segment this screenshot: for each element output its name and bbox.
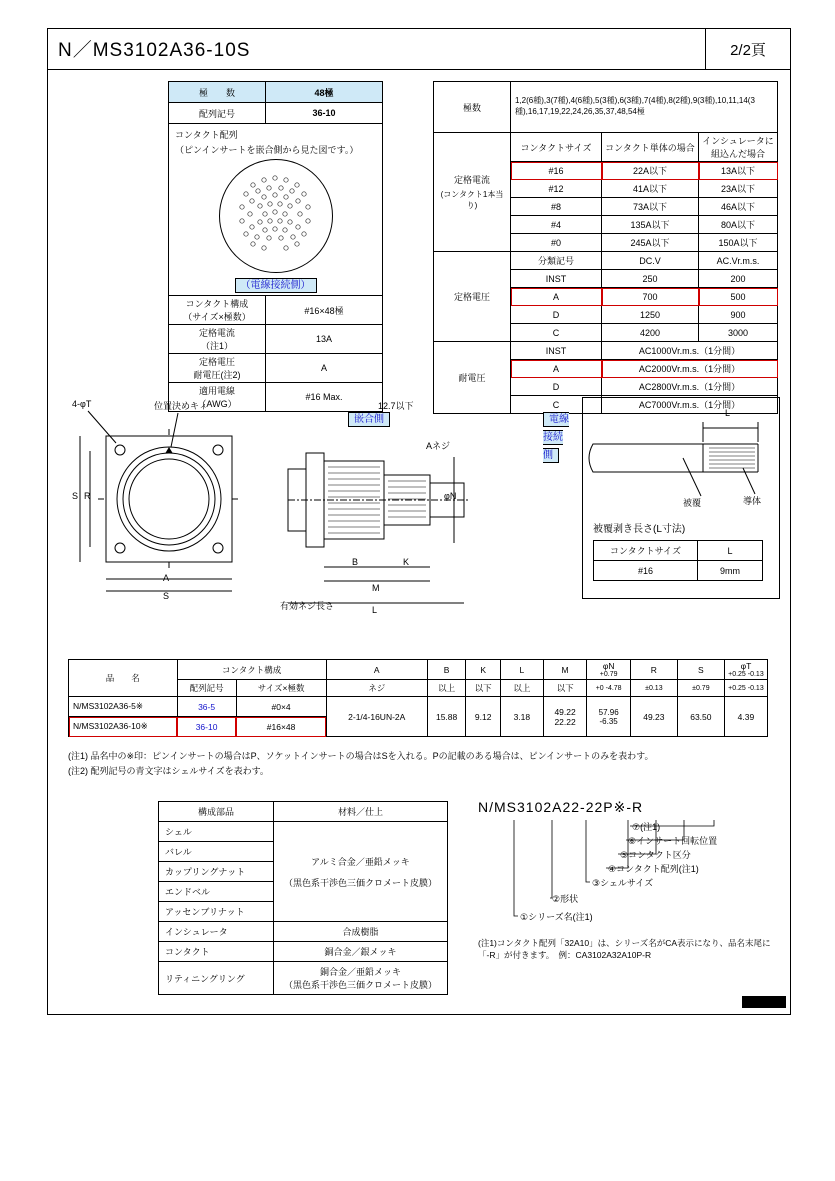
page-number: 2/2頁 [705, 29, 790, 69]
dim-row0-name: N/MS3102A36-5※ [69, 697, 178, 717]
mat-part-2: カップリングナット [159, 862, 274, 882]
voltage-class-1: A [511, 288, 602, 306]
rated-current-label-main: 定格電流 [453, 175, 490, 185]
page-title: N／MS3102A36-10S [58, 40, 251, 61]
dimension-table [68, 659, 768, 737]
legend-item-2: ②形状 [552, 894, 579, 904]
dim-head-name: 品 名 [69, 660, 178, 697]
dim-head-t [724, 660, 767, 680]
label-s-dim: S [163, 591, 170, 601]
label-a-dim: A [163, 573, 170, 583]
mat-material-7-line2: （黒色系干渉色三価クロメート皮膜） [283, 980, 437, 990]
spec-value-config: #16×48極 [266, 296, 383, 325]
label-phi-n: φN [444, 491, 457, 501]
contact-array-label: コンタクト配列 [175, 130, 238, 140]
spec-value-current: 13A [266, 325, 383, 354]
legend-item-6: ⑥インサート回転位置 [628, 836, 718, 846]
current-head-single: コンタクト単体の場合 [602, 133, 699, 162]
dim-sub-s: ±0.79 [677, 680, 724, 697]
voltage-class-2: D [511, 306, 602, 324]
materials-table [158, 801, 448, 995]
dim-s-value: 63.50 [677, 697, 724, 737]
current-size-3: #4 [511, 216, 602, 234]
dim-sub-b: 以上 [427, 680, 466, 697]
dim-m-value-1: 49.22 [554, 706, 576, 717]
dim-sub-m: 以下 [543, 680, 587, 697]
poles-label: 極数 [434, 82, 511, 133]
current-single-0: 22A以下 [602, 162, 699, 180]
mat-material-0 [274, 822, 448, 922]
legend-item-4: ④コンタクト配列(注1) [608, 864, 699, 874]
voltage-ac-3: 3000 [699, 324, 778, 342]
voltage-class-0: INST [511, 270, 602, 288]
dim-r-value: 49.23 [630, 697, 677, 737]
spec-value-voltage: A [266, 354, 383, 383]
pin-dots [220, 160, 330, 270]
poles-value: 1,2(6種),3(7種),4(6種),5(3種),6(3種),7(4種),8(2種),9(3種),10,11,14(3種),16,17,19,22,24,26,35,37,48,54極 [511, 82, 778, 133]
dim-sub-k: 以下 [466, 680, 500, 697]
dim-head-a: A [326, 660, 427, 680]
spec-value-poles: 48極 [266, 82, 383, 103]
dim-b-value: 15.88 [427, 697, 466, 737]
dim-head-m: M [543, 660, 587, 680]
dim-row1-config: #16×48 [236, 717, 326, 737]
voltage-ac-2: 900 [699, 306, 778, 324]
current-head-assembled: インシュレータに組込んだ場合 [699, 133, 778, 162]
mat-material-5: 合成樹脂 [274, 922, 448, 942]
dim-head-s: S [677, 660, 724, 680]
current-single-4: 245A以下 [602, 234, 699, 252]
voltage-dc-3: 4200 [602, 324, 699, 342]
current-size-4: #0 [511, 234, 602, 252]
dim-a-value: 2-1/4-16UN-2A [326, 697, 427, 737]
mating-side-badge: 嵌合側 [348, 412, 390, 427]
table-row [69, 697, 768, 717]
spec-table [168, 81, 383, 412]
voltage-dc-2: 1250 [602, 306, 699, 324]
voltage-head-dc: DC.V [602, 252, 699, 270]
dim-n-value: 57.96 -6.35 [587, 697, 630, 737]
withstand-class-2: D [511, 378, 602, 396]
mat-head-material: 材料／仕上 [274, 802, 448, 822]
table-row [594, 561, 763, 581]
label-k: K [403, 557, 410, 567]
mat-material-0-line1: アルミ合金／亜鉛メッキ [311, 856, 410, 867]
voltage-head-ac: AC.Vr.m.s. [699, 252, 778, 270]
dim-head-t-sym: φT [740, 661, 752, 671]
withstand-value-3: AC7000Vr.m.s.（1分間） [602, 396, 778, 414]
dim-head-n-sym: φN [602, 661, 615, 671]
voltage-dc-0: 250 [602, 270, 699, 288]
label-12-7: 12.7以下 [378, 401, 414, 411]
dim-row0-config: #0×4 [236, 697, 326, 717]
current-assembled-1: 23A以下 [699, 180, 778, 198]
current-assembled-3: 80A以下 [699, 216, 778, 234]
withstand-label: 耐電圧 [434, 342, 511, 414]
dim-m-value-2: 22.22 [554, 716, 576, 727]
dim-sub-t: +0.25 -0.13 [724, 680, 767, 697]
dim-head-t-tol-top: +0.25 -0.13 [728, 671, 764, 678]
spec-label-code: 配列記号 [169, 103, 266, 124]
spec-label-wire-sub: （AWG） [197, 399, 237, 410]
dim-head-r: R [630, 660, 677, 680]
mat-part-4: アッセンブリナット [159, 902, 274, 922]
partno-example: N/MS3102A22-22P※-R [478, 799, 644, 815]
dim-sub-size: サイズ×極数 [236, 680, 326, 697]
spec-label-config [169, 296, 266, 325]
mat-part-6: コンタクト [159, 942, 274, 962]
wire-side-badge: 電線接続側 [543, 414, 569, 461]
label-b: B [352, 557, 359, 567]
dim-sub-r: ±0.13 [630, 680, 677, 697]
label-sheath: 被覆 [683, 498, 702, 508]
mat-material-0-line2: （黒色系干渉色三価クロメート皮膜） [283, 877, 437, 888]
spec-label-config-main: コンタクト構成 [185, 299, 249, 310]
dim-row1-code: 36-10 [177, 717, 236, 737]
strip-head-size: コンタクトサイズ [594, 541, 698, 561]
legend-item-7: ⑦(注1) [632, 822, 661, 832]
dim-sub-n: +0 -4.78 [587, 680, 630, 697]
withstand-value-1: AC2000Vr.m.s.（1分間） [602, 360, 778, 378]
withstand-value-0: AC1000Vr.m.s.（1分間） [602, 342, 778, 360]
spec-label-voltage-main: 定格電圧 [198, 357, 235, 368]
mat-part-0: シェル [159, 822, 274, 842]
label-l: L [372, 605, 378, 615]
mat-part-5: インシュレータ [159, 922, 274, 942]
partno-leader-lines [478, 820, 768, 960]
withstand-class-3: C [511, 396, 602, 414]
table-row [159, 942, 448, 962]
wire-strip-box [582, 397, 780, 599]
table-row [159, 962, 448, 995]
connector-drawing-svg [58, 391, 578, 631]
voltage-dc-1: 700 [602, 288, 699, 306]
spec-label-wire-main: 適用電線 [198, 386, 235, 397]
withstand-value-2: AC2800Vr.m.s.（1分間） [602, 378, 778, 396]
strip-head-l: L [698, 541, 763, 561]
label-conductor: 導体 [743, 496, 762, 506]
dim-sub-a: ネジ [326, 680, 427, 697]
mat-material-7-line1: 銅合金／亜鉛メッキ [319, 967, 401, 977]
dim-sub-code: 配列記号 [177, 680, 236, 697]
spec-label-voltage-sub: 耐電圧(注2) [193, 370, 241, 381]
legend-note: (注1)コンタクト配列「32A10」は、シリーズ名がCA表示になり、品名末尾に「-R」が付きます。 例：CA3102A32A10P-R [478, 938, 771, 960]
spec-label-poles: 極 数 [169, 82, 266, 103]
voltage-ac-1: 500 [699, 288, 778, 306]
spec-label-current [169, 325, 266, 354]
dim-row1-name: N/MS3102A36-10※ [69, 717, 178, 737]
label-eff-thread: 有効ネジ長さ [280, 601, 335, 611]
legend-item-1: ①シリーズ名(注1) [520, 912, 593, 922]
strip-size-value: #16 [594, 561, 698, 581]
current-assembled-2: 46A以下 [699, 198, 778, 216]
ratings-table [433, 81, 778, 414]
label-strip-L: L [725, 408, 731, 418]
rated-current-label [434, 133, 511, 252]
mat-head-part: 構成部品 [159, 802, 274, 822]
strip-l-value: 9mm [698, 561, 763, 581]
mat-part-3: エンドベル [159, 882, 274, 902]
spec-label-current-main: 定格電流 [198, 328, 235, 339]
current-single-3: 135A以下 [602, 216, 699, 234]
voltage-class-3: C [511, 324, 602, 342]
voltage-head-class: 分類記号 [511, 252, 602, 270]
dim-head-b: B [427, 660, 466, 680]
dim-head-config: コンタクト構成 [177, 660, 326, 680]
current-assembled-0: 13A以下 [699, 162, 778, 180]
connector-drawing [58, 391, 578, 631]
current-assembled-4: 150A以下 [699, 234, 778, 252]
spec-label-voltage [169, 354, 266, 383]
dim-l-value: 3.18 [500, 697, 543, 737]
withstand-class-0: INST [511, 342, 602, 360]
spec-value-wire: #16 Max. [266, 383, 383, 412]
wire-side-badge-left: （電線接続側） [235, 278, 317, 293]
dim-head-k: K [466, 660, 500, 680]
dim-row0-code: 36-5 [177, 697, 236, 717]
current-single-2: 73A以下 [602, 198, 699, 216]
mat-material-6: 銅合金／銀メッキ [274, 942, 448, 962]
mat-material-7 [274, 962, 448, 995]
black-marker [742, 996, 786, 1008]
strip-length-table [593, 540, 763, 581]
label-a-thread: Aネジ [426, 441, 451, 451]
label-4-phi-t: 4-φT [72, 399, 92, 409]
legend-item-5: ⑤コンタクト区分 [620, 850, 691, 860]
withstand-class-1: A [511, 360, 602, 378]
legend-item-3: ③シェルサイズ [592, 878, 654, 888]
dim-sub-l: 以上 [500, 680, 543, 697]
spec-value-code: 36-10 [266, 103, 383, 124]
dim-head-l: L [500, 660, 543, 680]
strip-length-title: 被覆剥き長さ(L寸法) [593, 524, 686, 535]
label-s-vert: S [72, 491, 79, 501]
current-size-1: #12 [511, 180, 602, 198]
pin-arrangement-diagram [219, 159, 333, 273]
contact-array-cell [169, 124, 383, 296]
current-head-size: コンタクトサイズ [511, 133, 602, 162]
mat-part-1: バレル [159, 842, 274, 862]
table-row [159, 922, 448, 942]
partno-legend [478, 799, 778, 962]
dim-t-value: 4.39 [724, 697, 767, 737]
current-size-0: #16 [511, 162, 602, 180]
label-m: M [372, 583, 380, 593]
mat-part-7: リティニングリング [159, 962, 274, 995]
contact-array-note: （ピンインサートを嵌合側から見た図です。） [175, 145, 359, 155]
note-1: (注1) 品名中の※印：ピンインサートの場合はP、ソケットインサートの場合はSを入れる。Pの記載のある場合は、ピンインサートのみを表わす。 [68, 751, 654, 761]
page-header [48, 29, 790, 70]
voltage-ac-0: 200 [699, 270, 778, 288]
current-size-2: #8 [511, 198, 602, 216]
dim-k-value: 9.12 [466, 697, 500, 737]
spec-label-config-sub: （サイズ×極数） [183, 312, 251, 323]
spec-label-current-sub: （注1） [200, 341, 233, 352]
rated-voltage-label: 定格電圧 [434, 252, 511, 342]
note-2: (注2) 配列記号の青文字はシェルサイズを表わす。 [68, 766, 269, 776]
table-row [159, 822, 448, 842]
rated-current-label-sub: (コンタクト1本当り) [440, 190, 504, 210]
sheet-border [47, 28, 791, 1015]
label-r: R [84, 491, 91, 501]
dim-head-n-tol-top: +0.79 [599, 671, 618, 678]
dim-head-n [587, 660, 630, 680]
dim-m-value [543, 697, 587, 737]
current-single-1: 41A以下 [602, 180, 699, 198]
label-key: 位置決めキィ [154, 401, 208, 411]
